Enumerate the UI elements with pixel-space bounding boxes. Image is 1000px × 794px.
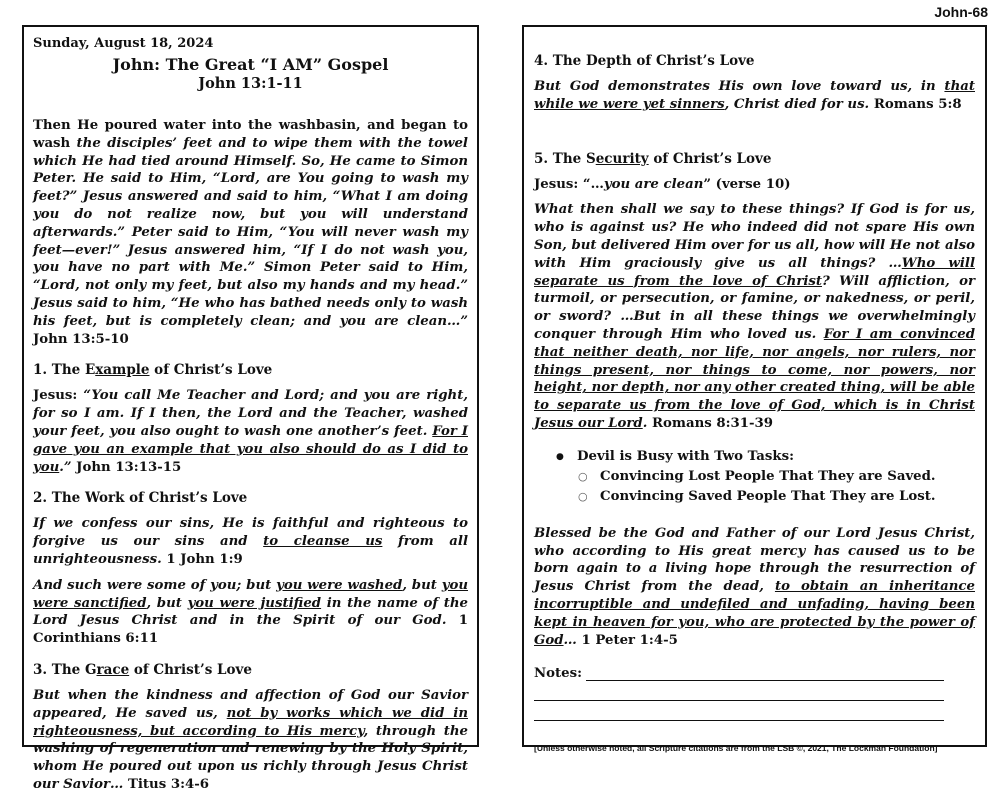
section-2-heading: 2. The Work of Christ’s Love [33, 490, 248, 507]
devil-tasks-sublist [534, 467, 975, 507]
right-panel [522, 25, 987, 754]
sermon-reference: John 13:1-11 [198, 75, 303, 92]
section-2-passage-2: And such were some of you; but you were washed, but you were sanctified, but you were justified in the name of the Lord Jesus Christ and in the Spirit of our God. 1 Corinthians 6:11 [33, 577, 469, 647]
section-3-heading: 3. The Grace of Christ’s Love [33, 661, 252, 678]
section-3-passage: But when the kindness and affection of God our Savior appeared, He saved us, not by works which we did in righteousness, but according to His mercy, through the washing of regeneration and renewing by the Holy Spirit, whom He poured out upon us richly through Jesus Christ our Savior… Titus 3:4-6 [33, 687, 468, 792]
page-number: John-68 [934, 4, 988, 20]
notes-line[interactable] [534, 681, 944, 701]
section-5-jesus-quote: Jesus: “…you are clean” (verse 10) [534, 176, 791, 192]
left-panel [22, 25, 479, 792]
section-5-heading: 5. The Security of Christ’s Love [534, 150, 772, 167]
list-item: ○ Convincing Saved People That They are Lost. [578, 487, 975, 507]
sermon-series-title: John: The Great “I AM” Gospel [112, 55, 389, 74]
list-item: ● Devil is Busy with Two Tasks: [556, 447, 975, 467]
notes-line[interactable] [534, 701, 944, 721]
section-5-passage: What then shall we say to these things? If God is for us, who is against us? He who indeed did not spare His own Son, but delivered Him over for us all, how will He not also with Him graciously give us all things? …Who will separate us from the love of Christ? Will affliction, or turmoil, or persecution, or famine, or nakedness, or peril, or sword? …But in all these things we overwhelmingly conquer through Him who loved us. For I am convinced that neither death, nor life, nor angels, nor rulers, nor things present, nor things to come, nor powers, nor height, nor depth, nor any other created thing, will be able to separate us from the love of God, which is in Christ Jesus our Lord. Romans 8:31-39 [534, 202, 975, 431]
section-4-passage: But God demonstrates His own love toward us, in that while we were yet sinners, Christ died for us. Romans 5:8 [534, 79, 975, 112]
notes-row [534, 661, 944, 681]
copyright-footer: [Unless otherwise noted, all Scripture citations are from the LSB ©, 2021, The Lockman Foundation] [534, 743, 938, 754]
section-1-passage: Jesus: “You call Me Teacher and Lord; and you are right, for so I am. If I then, the Lord and the Teacher, washed your feet, you also ought to wash one another’s feet. For I gave you an example that you also should do as I did to you.” John 13:13-15 [33, 388, 468, 475]
devil-tasks-list [534, 447, 975, 467]
section-1-heading: 1. The Example of Christ’s Love [33, 362, 273, 379]
closing-passage: Blessed be the God and Father of our Lord Jesus Christ, who according to His great mercy has caused us to be born again to a living hope through the resurrection of Jesus Christ from the dead, to obtain an inheritance incorruptible and undefiled and unfading, having been kept in heaven for you, who are protected by the power of God… 1 Peter 1:4-5 [534, 525, 975, 648]
section-2-passage-1: If we confess our sins, He is faithful and righteous to forgive us our sins and to cleanse us from all unrighteousness. 1 John 1:9 [33, 516, 468, 567]
list-item: ○ Convincing Lost People That They are Saved. [578, 467, 975, 487]
section-4-heading: 4. The Depth of Christ’s Love [534, 53, 755, 69]
notes-label: Notes: [534, 666, 583, 682]
intro-passage: Then He poured water into the washbasin, and began to wash the disciples’ feet and to wipe them with the towel which He had tied around Himself. So, He came to Simon Peter. He said to Him, “Lord, are You going to wash my feet?” Jesus answered and said to him, “What I am doing you do not realize now, but you will understand afterwards.” Peter said to Him, “You will never wash my feet—ever!” Jesus answered him, “If I do not wash you, you have no part with Me.” Simon Peter said to Him, “Lord, not only my feet, but also my hands and my head.” Jesus said to him, “He who has bathed needs only to wash his feet, but is completely clean; and you are clean…” John 13:5-10 [33, 118, 468, 347]
service-date: Sunday, August 18, 2024 [33, 36, 214, 51]
notes-area [534, 661, 944, 721]
notes-line[interactable] [586, 661, 944, 681]
